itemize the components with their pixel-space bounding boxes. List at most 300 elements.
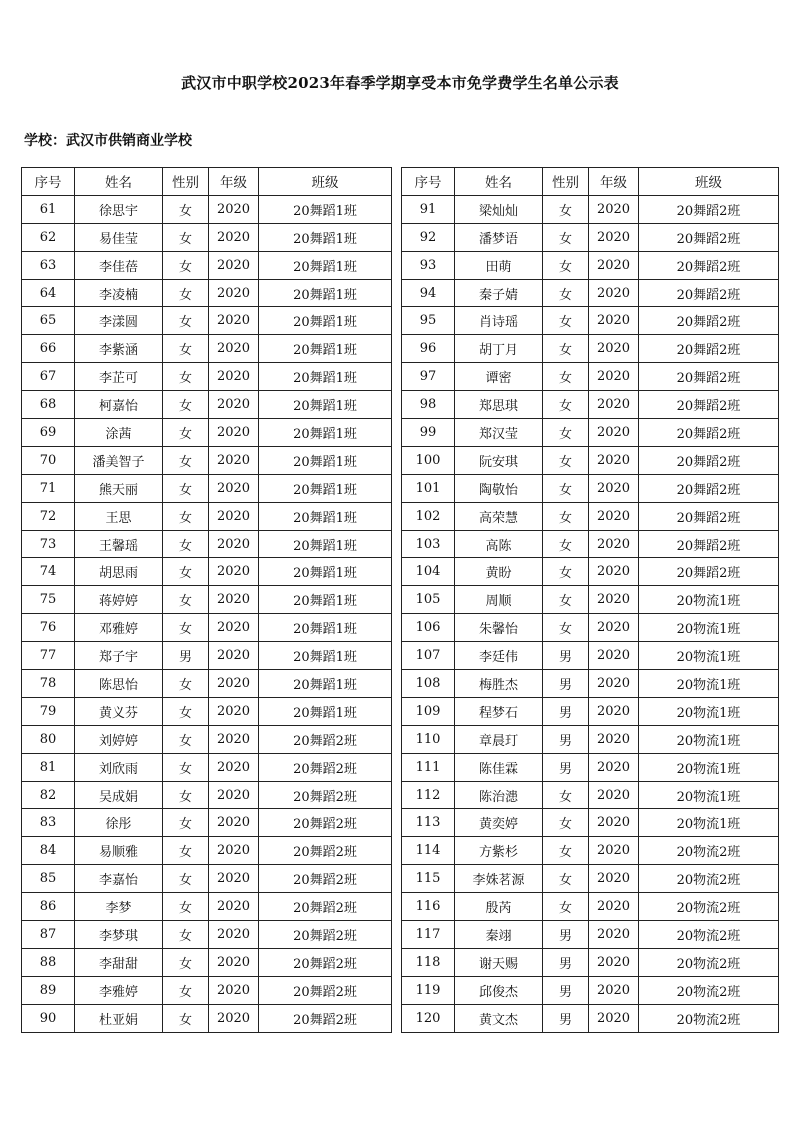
table-row	[22, 335, 392, 363]
table-row	[402, 195, 779, 223]
cell-name: 郑思琪	[455, 391, 543, 419]
cell-name: 陈思怡	[75, 670, 163, 698]
cell-gender: 女	[163, 697, 209, 725]
cell-name: 刘婷婷	[75, 725, 163, 753]
cell-class: 20舞蹈1班	[259, 530, 392, 558]
table-row	[402, 251, 779, 279]
cell-gender: 女	[163, 195, 209, 223]
cell-index: 87	[22, 921, 75, 949]
cell-index: 77	[22, 642, 75, 670]
school-label: 学校：武汉市供销商业学校	[24, 133, 192, 149]
cell-name: 李紫涵	[75, 335, 163, 363]
cell-gender: 女	[543, 502, 589, 530]
cell-index: 69	[22, 419, 75, 447]
cell-grade: 2020	[589, 586, 639, 614]
table-row	[22, 474, 392, 502]
cell-class: 20舞蹈1班	[259, 502, 392, 530]
cell-class: 20舞蹈1班	[259, 558, 392, 586]
cell-index: 64	[22, 279, 75, 307]
cell-class: 20舞蹈1班	[259, 474, 392, 502]
cell-name: 潘梦语	[455, 223, 543, 251]
cell-gender: 女	[163, 614, 209, 642]
cell-name: 高荣慧	[455, 502, 543, 530]
cell-class: 20舞蹈2班	[259, 837, 392, 865]
cell-class: 20物流2班	[639, 976, 779, 1004]
table-row	[402, 976, 779, 1004]
cell-grade: 2020	[209, 223, 259, 251]
col-header-class: 班级	[259, 168, 392, 196]
cell-grade: 2020	[589, 251, 639, 279]
cell-class: 20舞蹈2班	[639, 558, 779, 586]
cell-index: 107	[402, 642, 455, 670]
cell-name: 李芷可	[75, 363, 163, 391]
cell-gender: 女	[163, 474, 209, 502]
cell-index: 116	[402, 893, 455, 921]
cell-gender: 女	[163, 363, 209, 391]
table-row	[402, 725, 779, 753]
cell-index: 114	[402, 837, 455, 865]
cell-class: 20舞蹈2班	[639, 223, 779, 251]
cell-class: 20物流1班	[639, 725, 779, 753]
table-row	[402, 921, 779, 949]
cell-index: 106	[402, 614, 455, 642]
cell-index: 103	[402, 530, 455, 558]
cell-index: 68	[22, 391, 75, 419]
table-row	[22, 893, 392, 921]
cell-grade: 2020	[589, 502, 639, 530]
table-row	[22, 1004, 392, 1032]
table-row	[402, 335, 779, 363]
roster-body-left	[22, 195, 392, 1032]
table-row	[22, 697, 392, 725]
cell-gender: 女	[163, 893, 209, 921]
cell-gender: 女	[543, 558, 589, 586]
table-row	[402, 502, 779, 530]
cell-gender: 女	[543, 391, 589, 419]
table-row	[402, 893, 779, 921]
cell-name: 涂茜	[75, 419, 163, 447]
cell-index: 93	[402, 251, 455, 279]
table-row	[402, 419, 779, 447]
cell-gender: 女	[543, 837, 589, 865]
table-row	[22, 446, 392, 474]
cell-gender: 女	[543, 614, 589, 642]
page-title: 武汉市中职学校2023年春季学期享受本市免学费学生名单公示表	[181, 74, 619, 92]
cell-gender: 女	[163, 725, 209, 753]
cell-class: 20舞蹈2班	[639, 446, 779, 474]
table-row	[402, 865, 779, 893]
cell-name: 李梦琪	[75, 921, 163, 949]
cell-gender: 女	[543, 307, 589, 335]
cell-name: 徐思宇	[75, 195, 163, 223]
roster-body-right	[402, 195, 779, 1032]
cell-gender: 女	[543, 446, 589, 474]
cell-index: 63	[22, 251, 75, 279]
cell-name: 李姝茗源	[455, 865, 543, 893]
cell-index: 95	[402, 307, 455, 335]
cell-index: 115	[402, 865, 455, 893]
cell-grade: 2020	[209, 614, 259, 642]
cell-class: 20舞蹈2班	[259, 809, 392, 837]
cell-index: 76	[22, 614, 75, 642]
cell-name: 李廷伟	[455, 642, 543, 670]
table-row	[22, 195, 392, 223]
cell-gender: 女	[163, 279, 209, 307]
cell-gender: 女	[163, 670, 209, 698]
table-row	[402, 558, 779, 586]
cell-class: 20舞蹈2班	[259, 753, 392, 781]
cell-gender: 女	[163, 976, 209, 1004]
cell-name: 王思	[75, 502, 163, 530]
cell-gender: 女	[163, 921, 209, 949]
cell-index: 94	[402, 279, 455, 307]
cell-name: 刘欣雨	[75, 753, 163, 781]
cell-class: 20物流1班	[639, 809, 779, 837]
cell-gender: 男	[543, 725, 589, 753]
cell-class: 20舞蹈2班	[639, 474, 779, 502]
cell-index: 62	[22, 223, 75, 251]
cell-index: 113	[402, 809, 455, 837]
cell-name: 黄文杰	[455, 1004, 543, 1032]
cell-gender: 女	[543, 865, 589, 893]
cell-name: 秦子婧	[455, 279, 543, 307]
cell-name: 杜亚娟	[75, 1004, 163, 1032]
cell-name: 徐彤	[75, 809, 163, 837]
cell-grade: 2020	[209, 335, 259, 363]
cell-index: 111	[402, 753, 455, 781]
cell-class: 20舞蹈2班	[639, 363, 779, 391]
cell-index: 70	[22, 446, 75, 474]
cell-class: 20舞蹈2班	[639, 251, 779, 279]
cell-grade: 2020	[209, 474, 259, 502]
cell-index: 96	[402, 335, 455, 363]
cell-grade: 2020	[589, 809, 639, 837]
cell-grade: 2020	[589, 670, 639, 698]
cell-grade: 2020	[209, 725, 259, 753]
cell-name: 邱俊杰	[455, 976, 543, 1004]
cell-index: 81	[22, 753, 75, 781]
cell-gender: 女	[163, 251, 209, 279]
cell-index: 99	[402, 419, 455, 447]
cell-name: 胡丁月	[455, 335, 543, 363]
cell-index: 86	[22, 893, 75, 921]
cell-name: 黄奕婷	[455, 809, 543, 837]
cell-class: 20舞蹈1班	[259, 614, 392, 642]
cell-name: 梁灿灿	[455, 195, 543, 223]
col-header-index: 序号	[22, 168, 75, 196]
cell-gender: 女	[543, 251, 589, 279]
cell-grade: 2020	[589, 558, 639, 586]
table-row	[22, 781, 392, 809]
table-row	[22, 670, 392, 698]
roster-table-right	[401, 167, 779, 1033]
cell-index: 80	[22, 725, 75, 753]
cell-index: 88	[22, 948, 75, 976]
cell-class: 20舞蹈2班	[259, 781, 392, 809]
cell-grade: 2020	[209, 195, 259, 223]
cell-gender: 女	[163, 502, 209, 530]
cell-grade: 2020	[209, 865, 259, 893]
table-row	[22, 809, 392, 837]
cell-class: 20物流1班	[639, 697, 779, 725]
cell-grade: 2020	[589, 335, 639, 363]
cell-class: 20舞蹈1班	[259, 363, 392, 391]
cell-grade: 2020	[589, 976, 639, 1004]
table-row	[22, 419, 392, 447]
cell-grade: 2020	[589, 530, 639, 558]
table-row	[22, 586, 392, 614]
cell-class: 20舞蹈2班	[639, 419, 779, 447]
roster-table-left	[21, 167, 392, 1033]
cell-class: 20物流1班	[639, 614, 779, 642]
cell-class: 20舞蹈1班	[259, 223, 392, 251]
cell-grade: 2020	[209, 837, 259, 865]
cell-gender: 女	[543, 781, 589, 809]
cell-gender: 男	[543, 670, 589, 698]
cell-index: 110	[402, 725, 455, 753]
cell-gender: 女	[163, 586, 209, 614]
cell-grade: 2020	[209, 809, 259, 837]
cell-grade: 2020	[589, 614, 639, 642]
cell-gender: 男	[543, 921, 589, 949]
cell-name: 李漾圆	[75, 307, 163, 335]
cell-index: 90	[22, 1004, 75, 1032]
cell-index: 119	[402, 976, 455, 1004]
cell-name: 熊天丽	[75, 474, 163, 502]
cell-gender: 男	[163, 642, 209, 670]
cell-class: 20舞蹈2班	[259, 976, 392, 1004]
cell-class: 20物流1班	[639, 670, 779, 698]
col-header-gender: 性别	[163, 168, 209, 196]
cell-gender: 女	[163, 809, 209, 837]
cell-index: 71	[22, 474, 75, 502]
table-row	[402, 223, 779, 251]
cell-index: 97	[402, 363, 455, 391]
cell-class: 20舞蹈2班	[259, 865, 392, 893]
cell-class: 20物流1班	[639, 586, 779, 614]
cell-index: 105	[402, 586, 455, 614]
cell-grade: 2020	[589, 781, 639, 809]
cell-index: 108	[402, 670, 455, 698]
table-row	[22, 642, 392, 670]
cell-name: 陈治漶	[455, 781, 543, 809]
col-header-name: 姓名	[455, 168, 543, 196]
cell-gender: 女	[163, 446, 209, 474]
cell-class: 20舞蹈1班	[259, 279, 392, 307]
cell-grade: 2020	[209, 642, 259, 670]
cell-class: 20物流2班	[639, 865, 779, 893]
cell-gender: 男	[543, 697, 589, 725]
table-row	[22, 976, 392, 1004]
cell-grade: 2020	[209, 363, 259, 391]
table-row	[22, 614, 392, 642]
table-row	[402, 307, 779, 335]
cell-grade: 2020	[589, 865, 639, 893]
cell-class: 20物流2班	[639, 893, 779, 921]
cell-gender: 女	[543, 893, 589, 921]
cell-class: 20物流2班	[639, 948, 779, 976]
cell-grade: 2020	[209, 530, 259, 558]
cell-index: 73	[22, 530, 75, 558]
cell-index: 118	[402, 948, 455, 976]
cell-grade: 2020	[589, 893, 639, 921]
col-header-index: 序号	[402, 168, 455, 196]
cell-grade: 2020	[589, 837, 639, 865]
cell-name: 高陈	[455, 530, 543, 558]
cell-name: 谭密	[455, 363, 543, 391]
table-row	[22, 948, 392, 976]
cell-gender: 女	[163, 753, 209, 781]
cell-index: 78	[22, 670, 75, 698]
cell-name: 郑汉莹	[455, 419, 543, 447]
cell-gender: 男	[543, 753, 589, 781]
cell-name: 肖诗瑶	[455, 307, 543, 335]
cell-name: 黄盼	[455, 558, 543, 586]
cell-gender: 男	[543, 976, 589, 1004]
cell-class: 20舞蹈2班	[639, 530, 779, 558]
cell-class: 20舞蹈1班	[259, 251, 392, 279]
cell-gender: 男	[543, 642, 589, 670]
table-row	[22, 837, 392, 865]
cell-grade: 2020	[209, 446, 259, 474]
table-row	[22, 753, 392, 781]
cell-class: 20舞蹈2班	[639, 502, 779, 530]
cell-gender: 女	[163, 223, 209, 251]
cell-gender: 女	[543, 530, 589, 558]
cell-grade: 2020	[209, 893, 259, 921]
cell-name: 潘美智子	[75, 446, 163, 474]
cell-name: 蒋婷婷	[75, 586, 163, 614]
cell-grade: 2020	[589, 725, 639, 753]
cell-name: 柯嘉怡	[75, 391, 163, 419]
cell-gender: 女	[163, 948, 209, 976]
cell-grade: 2020	[209, 391, 259, 419]
cell-index: 98	[402, 391, 455, 419]
col-header-grade: 年级	[589, 168, 639, 196]
cell-class: 20物流1班	[639, 642, 779, 670]
cell-gender: 女	[543, 223, 589, 251]
cell-index: 74	[22, 558, 75, 586]
cell-index: 117	[402, 921, 455, 949]
cell-grade: 2020	[589, 921, 639, 949]
cell-grade: 2020	[589, 307, 639, 335]
cell-index: 61	[22, 195, 75, 223]
cell-gender: 男	[543, 1004, 589, 1032]
cell-grade: 2020	[589, 363, 639, 391]
cell-index: 100	[402, 446, 455, 474]
cell-class: 20舞蹈2班	[259, 1004, 392, 1032]
table-row	[402, 614, 779, 642]
cell-index: 85	[22, 865, 75, 893]
table-row	[22, 363, 392, 391]
table-row	[22, 725, 392, 753]
table-row	[22, 865, 392, 893]
cell-gender: 女	[543, 586, 589, 614]
cell-class: 20舞蹈1班	[259, 307, 392, 335]
cell-gender: 女	[163, 837, 209, 865]
cell-name: 李佳蓓	[75, 251, 163, 279]
cell-name: 郑子宇	[75, 642, 163, 670]
cell-gender: 女	[543, 195, 589, 223]
cell-index: 79	[22, 697, 75, 725]
cell-index: 75	[22, 586, 75, 614]
cell-class: 20物流1班	[639, 753, 779, 781]
cell-class: 20舞蹈1班	[259, 642, 392, 670]
table-row	[22, 558, 392, 586]
cell-index: 65	[22, 307, 75, 335]
cell-class: 20舞蹈2班	[259, 893, 392, 921]
col-header-name: 姓名	[75, 168, 163, 196]
cell-name: 吴成娟	[75, 781, 163, 809]
cell-name: 陈佳霖	[455, 753, 543, 781]
cell-class: 20舞蹈1班	[259, 446, 392, 474]
cell-class: 20物流2班	[639, 837, 779, 865]
cell-name: 李凌楠	[75, 279, 163, 307]
cell-class: 20物流2班	[639, 1004, 779, 1032]
cell-index: 84	[22, 837, 75, 865]
table-row	[402, 586, 779, 614]
cell-gender: 女	[163, 1004, 209, 1032]
cell-grade: 2020	[589, 474, 639, 502]
table-row	[402, 279, 779, 307]
cell-name: 易顺雅	[75, 837, 163, 865]
cell-class: 20舞蹈1班	[259, 335, 392, 363]
cell-gender: 女	[163, 335, 209, 363]
table-row	[402, 474, 779, 502]
cell-gender: 女	[163, 865, 209, 893]
cell-grade: 2020	[209, 948, 259, 976]
cell-gender: 女	[163, 391, 209, 419]
cell-grade: 2020	[209, 502, 259, 530]
cell-name: 秦翊	[455, 921, 543, 949]
table-header-row	[22, 168, 392, 196]
cell-grade: 2020	[589, 948, 639, 976]
cell-index: 89	[22, 976, 75, 1004]
cell-class: 20舞蹈1班	[259, 391, 392, 419]
cell-index: 104	[402, 558, 455, 586]
cell-gender: 女	[543, 419, 589, 447]
cell-grade: 2020	[589, 223, 639, 251]
cell-class: 20舞蹈1班	[259, 670, 392, 698]
cell-name: 胡思雨	[75, 558, 163, 586]
cell-grade: 2020	[209, 670, 259, 698]
cell-gender: 男	[543, 948, 589, 976]
cell-grade: 2020	[209, 419, 259, 447]
cell-name: 章晨玎	[455, 725, 543, 753]
cell-grade: 2020	[589, 391, 639, 419]
cell-class: 20舞蹈1班	[259, 586, 392, 614]
cell-name: 梅胜杰	[455, 670, 543, 698]
col-header-grade: 年级	[209, 168, 259, 196]
cell-grade: 2020	[589, 446, 639, 474]
cell-index: 101	[402, 474, 455, 502]
cell-name: 殷芮	[455, 893, 543, 921]
cell-grade: 2020	[209, 753, 259, 781]
cell-index: 92	[402, 223, 455, 251]
cell-gender: 女	[543, 363, 589, 391]
cell-gender: 女	[543, 279, 589, 307]
cell-grade: 2020	[209, 976, 259, 1004]
cell-name: 谢天赐	[455, 948, 543, 976]
cell-index: 91	[402, 195, 455, 223]
table-row	[402, 781, 779, 809]
cell-grade: 2020	[209, 558, 259, 586]
cell-class: 20舞蹈2班	[259, 921, 392, 949]
table-row	[402, 530, 779, 558]
table-row	[402, 837, 779, 865]
cell-name: 陶敬怡	[455, 474, 543, 502]
cell-class: 20物流1班	[639, 781, 779, 809]
